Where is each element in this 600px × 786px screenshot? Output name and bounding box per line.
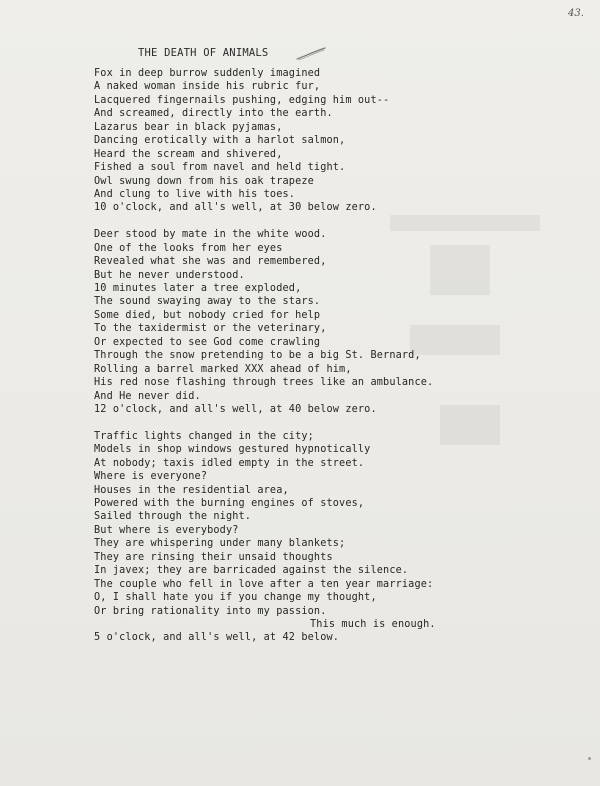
poem-line: But where is everybody?: [94, 524, 239, 536]
poem-line: Or bring rationality into my passion.: [94, 605, 327, 617]
paper-speck: [588, 757, 591, 760]
poem-line: Fished a soul from navel and held tight.: [94, 162, 346, 174]
poem-line: They are rinsing their unsaid thoughts: [94, 551, 333, 563]
poem-line: Fox in deep burrow suddenly imagined: [94, 68, 321, 79]
poem-line: His red nose flashing through trees like an ambulance.: [94, 377, 434, 389]
poem-line: Some died, but nobody cried for help: [94, 309, 321, 321]
poem-line: They are whispering under many blankets;: [94, 538, 346, 550]
stanza: [94, 430, 594, 645]
poem-line: And screamed, directly into the earth.: [94, 108, 333, 120]
poem-line: Through the snow pretending to be a big St. Bernard,: [94, 350, 421, 362]
poem-line: Traffic lights changed in the city;: [94, 430, 314, 442]
poem-line: The sound swaying away to the stars.: [94, 296, 321, 308]
poem-line: This much is enough.: [310, 618, 436, 630]
poem-line: Heard the scream and shivered,: [94, 148, 283, 160]
poem-line: The couple who fell in love after a ten year marriage:: [94, 578, 434, 590]
poem-line: Powered with the burning engines of stoves,: [94, 498, 365, 509]
poem-line: O, I shall hate you if you change my thought,: [94, 592, 377, 604]
poem-line: But he never understood.: [94, 269, 245, 281]
poem-line: Revealed what she was and remembered,: [94, 256, 327, 268]
poem-line: In javex; they are barricaded against the silence.: [94, 565, 409, 577]
poem-line: Dancing erotically with a harlot salmon,: [94, 135, 346, 147]
poem-line: 10 o'clock, and all's well, at 30 below zero.: [94, 202, 377, 214]
poem-line: And clung to live with his toes.: [94, 188, 296, 200]
poem-line: Deer stood by mate in the white wood.: [94, 229, 327, 241]
poem-line: Rolling a barrel marked XXX ahead of him,: [94, 363, 352, 375]
page-number: 43.: [568, 8, 584, 19]
poem-line: And He never did.: [94, 390, 201, 402]
poem-line: At nobody; taxis idled empty in the street.: [94, 457, 365, 469]
poem-line: Sailed through the night.: [94, 511, 252, 523]
poem-line: One of the looks from her eyes: [94, 242, 283, 254]
poem-line: Houses in the residential area,: [94, 484, 289, 496]
poem-line: 10 minutes later a tree exploded,: [94, 283, 302, 294]
poem-title: THE DEATH OF ANIMALS: [138, 47, 269, 59]
poem-line: 5 o'clock, and all's well, at 42 below.: [94, 632, 340, 644]
stanza: [94, 228, 594, 416]
poem-line: Lacquered fingernails pushing, edging him out--: [94, 94, 390, 106]
poem-line: Where is everyone?: [94, 471, 208, 483]
poem-line: Lazarus bear in black pyjamas,: [94, 121, 283, 133]
poem-line: To the taxidermist or the veterinary,: [94, 323, 327, 335]
stanza: [94, 67, 594, 215]
poem-line: 12 o'clock, and all's well, at 40 below zero.: [94, 403, 377, 415]
poem-line: Or expected to see God come crawling: [94, 336, 321, 348]
poem-line: A naked woman inside his rubric fur,: [94, 81, 321, 93]
poem-line: Owl swung down from his oak trapeze: [94, 175, 314, 187]
poem-body: [94, 67, 594, 658]
pen-stroke-mark: [295, 46, 327, 62]
poem-line: Models in shop windows gestured hypnotically: [94, 444, 371, 456]
